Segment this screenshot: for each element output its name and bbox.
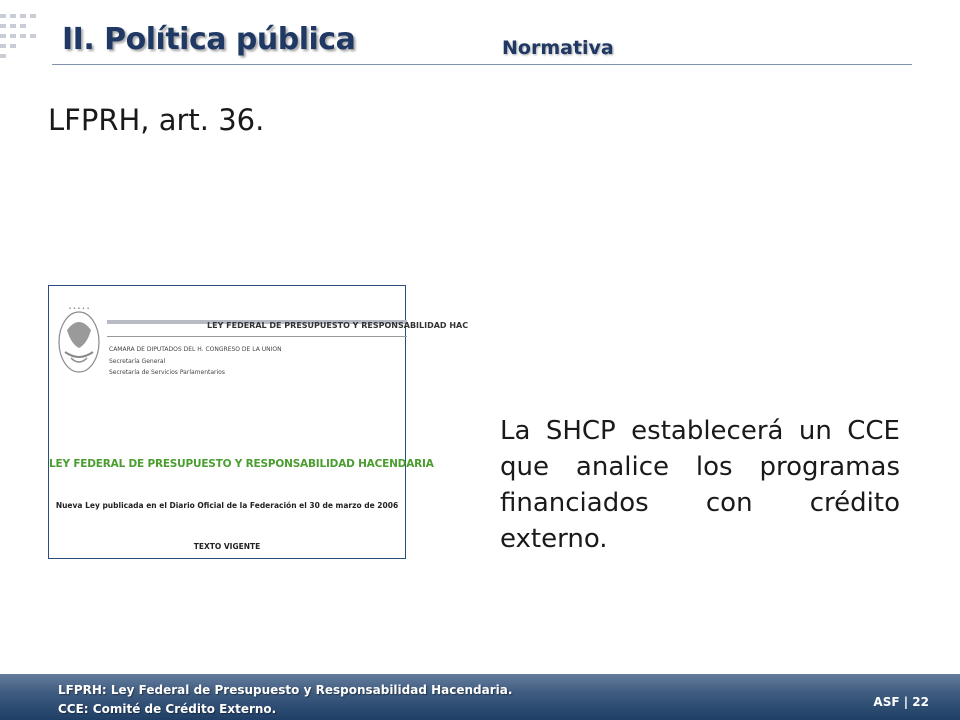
body-paragraph: La SHCP establecerá un CCE que analice los programas financiados con crédito externo. [500, 416, 900, 554]
document-line: Secretaría General [109, 358, 166, 365]
page-number: 22 [912, 695, 929, 709]
document-main-title: LEY FEDERAL DE PRESUPUESTO Y RESPONSABILIDAD HACENDARIA [49, 458, 434, 470]
national-seal-icon [53, 300, 105, 390]
slide-subtitle: Normativa [502, 37, 614, 59]
brand-label: ASF [873, 695, 900, 709]
header-divider [52, 64, 912, 65]
document-line: CAMARA DE DIPUTADOS DEL H. CONGRESO DE LA UNION [109, 346, 282, 353]
footer-notes [58, 681, 512, 719]
section-heading: LFPRH, art. 36. [48, 103, 265, 137]
footnote-lfprh: LFPRH: Ley Federal de Presupuesto y Responsabilidad Hacendaria. [58, 683, 513, 697]
document-line: Secretaría de Servicios Parlamentarios [109, 369, 225, 376]
document-header-rule [107, 336, 407, 337]
page-indicator [873, 695, 929, 709]
page-separator: | [899, 695, 913, 709]
svg-text:• • • • •: • • • • • [68, 306, 90, 312]
law-document-image [48, 285, 469, 559]
slide-title: II. Política pública [62, 22, 356, 57]
document-publication-note: Nueva Ley publicada en el Diario Oficial de la Federación el 30 de marzo de 2006 [55, 501, 399, 510]
footnote-cce: CCE: Comité de Crédito Externo. [58, 702, 277, 716]
decorative-grid-icon [0, 14, 40, 60]
footer-bar [0, 674, 960, 720]
document-header-title: LEY FEDERAL DE PRESUPUESTO Y RESPONSABILIDAD HAC [207, 321, 469, 330]
document-status: TEXTO VIGENTE [193, 542, 261, 551]
